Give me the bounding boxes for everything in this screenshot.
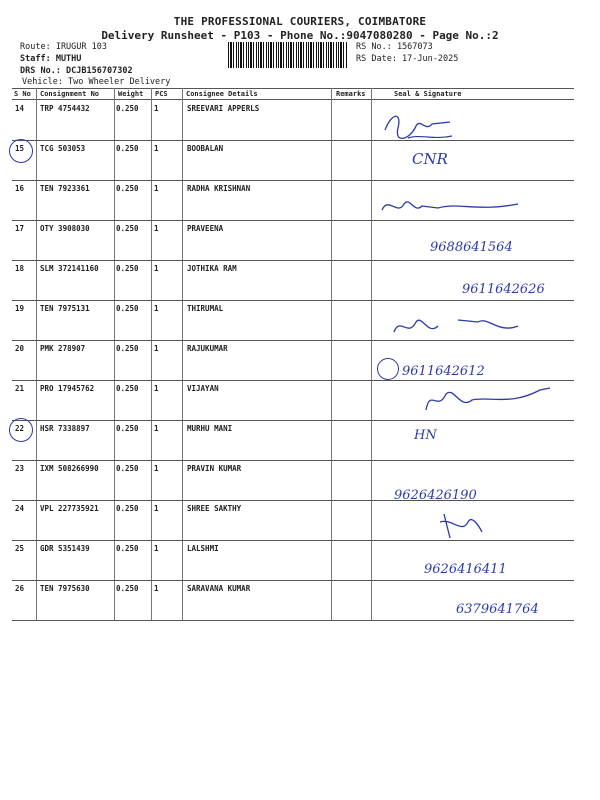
row-pcs: 1 [154, 384, 159, 393]
row-weight: 0.250 [116, 184, 139, 193]
row-sno: 21 [15, 384, 25, 393]
row-rule [12, 380, 574, 381]
row-sno: 14 [15, 104, 25, 113]
col-header-remarks: Remarks [336, 90, 366, 98]
row-consignment: VPL 227735921 [40, 504, 99, 513]
row-rule [12, 260, 574, 261]
row-consignment: IXM 508266990 [40, 464, 99, 473]
rs-date: RS Date: 17-Jun-2025 [356, 54, 459, 64]
signature-mark [436, 508, 486, 544]
row-pcs: 1 [154, 424, 159, 433]
row-weight: 0.250 [116, 224, 139, 233]
handwritten-phone: 9626416411 [424, 562, 507, 577]
handwritten-phone: 9611642612 [402, 364, 485, 379]
row-consignment: SLM 372141160 [40, 264, 99, 273]
row-pcs: 1 [154, 504, 159, 513]
row-weight: 0.250 [116, 384, 139, 393]
drs-label: DRS No.: DCJB156707302 [20, 66, 133, 76]
row-sno: 23 [15, 464, 25, 473]
row-weight: 0.250 [116, 264, 139, 273]
row-consignee: SHREE SAKTHY [187, 504, 242, 513]
staff-label: Staff: MUTHU [20, 54, 82, 64]
col-header-consignee: Consignee Details [186, 90, 258, 98]
row-sno: 26 [15, 584, 25, 593]
row-pcs: 1 [154, 184, 159, 193]
row-consignee: VIJAYAN [187, 384, 219, 393]
row-consignee: PRAVIN KUMAR [187, 464, 242, 473]
row-sno: 24 [15, 504, 25, 513]
row-sno: 16 [15, 184, 25, 193]
row-sno: 18 [15, 264, 25, 273]
row-pcs: 1 [154, 104, 159, 113]
col-header-pcs: PCS [155, 90, 168, 98]
row-consignment: TEN 7975131 [40, 304, 90, 313]
handwritten-phone: 9688641564 [430, 240, 513, 255]
handdrawn-circle [9, 139, 33, 163]
vehicle-label: Vehicle: Two Wheeler Delivery [22, 77, 171, 87]
row-pcs: 1 [154, 584, 159, 593]
row-pcs: 1 [154, 264, 159, 273]
row-consignee: RADHA KRISHNAN [187, 184, 251, 193]
route-label: Route: IRUGUR 103 [20, 42, 107, 52]
runsheet-title: Delivery Runsheet - P103 - Phone No.:9047080280 - Page No.:2 [101, 29, 499, 42]
row-consignee: THIRUMAL [187, 304, 224, 313]
row-pcs: 1 [154, 224, 159, 233]
row-pcs: 1 [154, 464, 159, 473]
row-consignment: PRO 17945762 [40, 384, 95, 393]
signature-mark [388, 312, 528, 342]
row-rule [12, 140, 574, 141]
table-bottom-rule [12, 620, 574, 621]
row-consignee: MURHU MANI [187, 424, 233, 433]
row-consignee: BOOBALAN [187, 144, 224, 153]
row-rule [12, 500, 574, 501]
row-sno: 25 [15, 544, 25, 553]
col-header-signature: Seal & Signature [394, 90, 462, 98]
row-consignee: RAJUKUMAR [187, 344, 228, 353]
row-rule [12, 460, 574, 461]
row-consignment: GDR 5351439 [40, 544, 90, 553]
row-pcs: 1 [154, 344, 159, 353]
row-sno: 17 [15, 224, 25, 233]
row-consignment: OTY 3908030 [40, 224, 90, 233]
row-pcs: 1 [154, 304, 159, 313]
row-pcs: 1 [154, 144, 159, 153]
handwritten-note: HN [414, 428, 437, 443]
row-consignee: LALSHMI [187, 544, 219, 553]
table-row [0, 424, 600, 464]
row-consignment: PMK 278907 [40, 344, 86, 353]
row-weight: 0.250 [116, 464, 139, 473]
row-consignee: JOTHIKA RAM [187, 264, 237, 273]
col-header-weight: Weight [118, 90, 144, 98]
signature-mark [380, 110, 460, 146]
table-row [0, 464, 600, 504]
row-consignee: SREEVARI APPERLS [187, 104, 260, 113]
barcode [228, 42, 348, 68]
row-consignee: PRAVEENA [187, 224, 224, 233]
row-sno: 20 [15, 344, 25, 353]
table-row [0, 504, 600, 544]
row-weight: 0.250 [116, 304, 139, 313]
table-row [0, 144, 600, 184]
row-weight: 0.250 [116, 584, 139, 593]
row-consignment: TEN 7923361 [40, 184, 90, 193]
row-weight: 0.250 [116, 544, 139, 553]
rs-number: RS No.: 1567073 [356, 42, 433, 52]
row-weight: 0.250 [116, 504, 139, 513]
row-consignment: HSR 7338897 [40, 424, 90, 433]
handdrawn-circle [377, 358, 399, 380]
signature-mark [378, 192, 528, 222]
row-consignee: SARAVANA KUMAR [187, 584, 251, 593]
row-rule [12, 580, 574, 581]
row-sno: 22 [15, 424, 25, 433]
row-rule [12, 180, 574, 181]
row-weight: 0.250 [116, 144, 139, 153]
row-rule [12, 540, 574, 541]
table-row [0, 344, 600, 384]
row-consignment: TEN 7975630 [40, 584, 90, 593]
row-sno: 19 [15, 304, 25, 313]
row-weight: 0.250 [116, 344, 139, 353]
table-row [0, 104, 600, 144]
row-rule [12, 420, 574, 421]
company-title: THE PROFESSIONAL COURIERS, COIMBATORE [173, 15, 427, 28]
handwritten-note: CNR [412, 150, 448, 168]
handwritten-phone: 6379641764 [456, 602, 539, 617]
row-rule [12, 300, 574, 301]
table-row [0, 544, 600, 584]
col-header-consignment: Consignment No [40, 90, 100, 98]
row-sno: 15 [15, 144, 25, 153]
row-pcs: 1 [154, 544, 159, 553]
handdrawn-circle [9, 418, 33, 442]
row-consignment: TCG 503053 [40, 144, 86, 153]
handwritten-phone: 9626426190 [394, 488, 477, 503]
handwritten-phone: 9611642626 [462, 282, 545, 297]
table-top-rule [12, 88, 574, 89]
col-header-sno: S No [14, 90, 31, 98]
signature-mark [420, 382, 560, 418]
row-weight: 0.250 [116, 104, 139, 113]
table-header-rule [12, 99, 574, 100]
row-weight: 0.250 [116, 424, 139, 433]
row-consignment: TRP 4754432 [40, 104, 90, 113]
